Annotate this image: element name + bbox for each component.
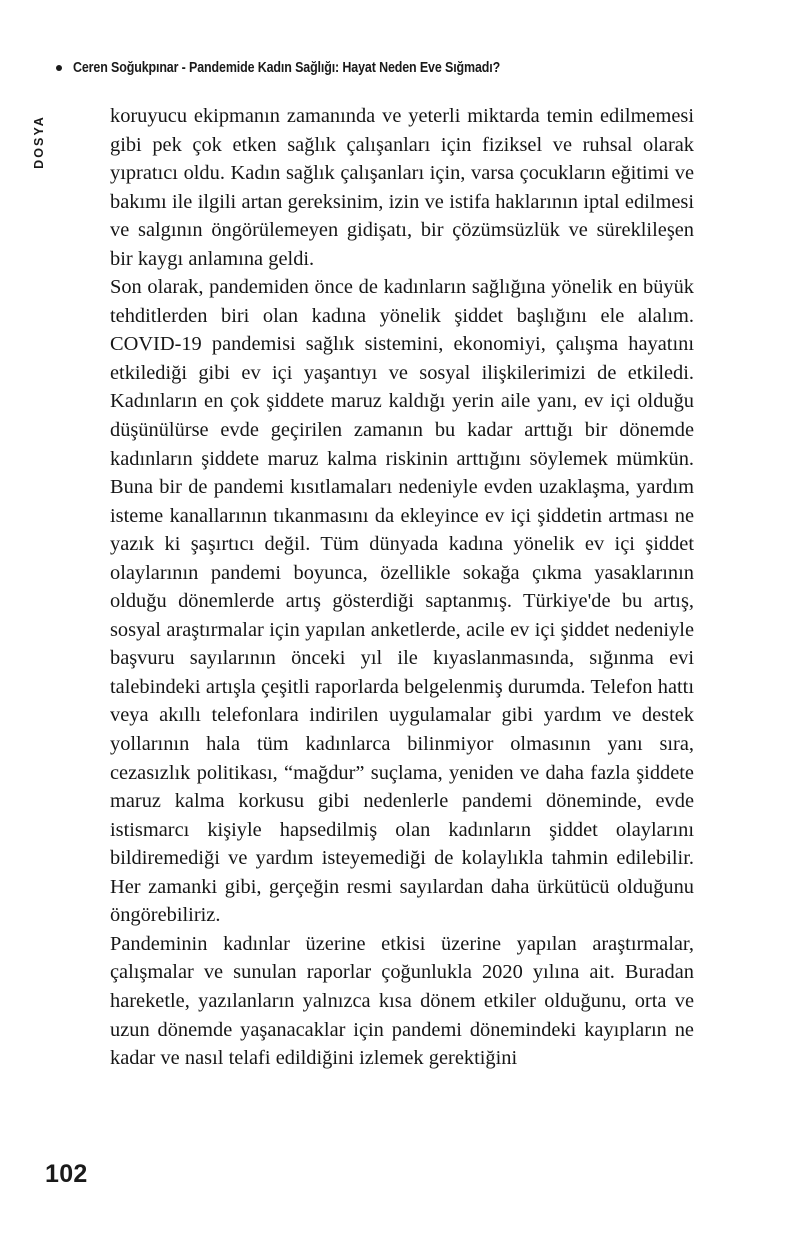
body-paragraph: koruyucu ekipmanın zamanında ve yeterli miktarda temin edilmemesi gibi pek çok etken sağlık çalışanları için fiziksel ve ruhsal olarak yıpratıcı oldu. Kadın sağlık çalışanları için, varsa çocukların eğitimi ve bakımı ile ilgili artan gereksinim, izin ve istifa haklarının iptal edilmesi ve salgının öngörülemeyen gidişatı, bir çözümsüzlük ve süreklileşen bir kaygı anlamına geldi. [110, 105, 694, 270]
section-tab [22, 96, 56, 188]
bullet-dot-icon [56, 65, 62, 71]
body-paragraph: Pandeminin kadınlar üzerine etkisi üzerine yapılan araştırmalar, çalışmalar ve sunulan raporlar çoğunlukla 2020 yılına ait. Buradan hareketle, yazılanların yalnızca kısa dönem etkiler olduğunu, orta ve uzun dönemde yaşanacaklar için pandemi dönemindeki kayıpların ne kadar ve nasıl telafi edildiğini izlemek gerektiğini [110, 932, 694, 1070]
running-header [56, 60, 570, 76]
page-number: 102 [45, 1160, 88, 1188]
running-header-text [73, 60, 500, 76]
header-separator: - [178, 60, 190, 76]
header-article-title: Pandemide Kadın Sağlığı: Hayat Neden Eve Sığmadı? [189, 60, 501, 76]
body-text-column [110, 102, 694, 1073]
header-author: Ceren Soğukpınar [73, 60, 179, 76]
body-paragraph: Son olarak, pandemiden önce de kadınların sağlığına yönelik en büyük tehditlerden biri olan kadına yönelik şiddet başlığını ele alalım. COVID-19 pandemisi sağlık sistemini, ekonomiyi, çalışma hayatını etkilediği gibi ev içi yaşantıyı ve sosyal ilişkilerimizi de etkiledi. Kadınların en çok şiddete maruz kaldığı yerin aile yanı, ev içi olduğu düşünülürse evde geçirilen zamanın bu kadar arttığı bir dönemde kadınların şiddete maruz kalma riskinin arttığını söylemek mümkün. Buna bir de pandemi kısıtlamaları nedeniyle evden uzaklaşma, yardım isteme kanallarının tıkanmasını da ekleyince ev içi şiddetin artması ne yazık ki şaşırtıcı değil. Tüm dünyada kadına yönelik ev içi şiddet olaylarının pandemi boyunca, özellikle sokağa çıkma yasaklarının olduğu dönemlerde artış gösterdiği saptanmış. Türkiye'de bu artış, sosyal araştırmalar için yapılan anketlerde, acile ev içi şiddet nedeniyle başvuru sayılarının önceki yıl ile kıyaslanmasında, sığınma evi talebindeki artışla çeşitli raporlarda belgelenmiş durumda. Telefon hattı veya akıllı telefonlara indirilen uygulamalar gibi yardım ve destek yollarının hala tüm kadınlarca bilinmiyor olmasının yanı sıra, cezasızlık politikası, “mağdur” suçlama, yeniden ve daha fazla şiddete maruz kalma korkusu gibi nedenlerle pandemi döneminde, evde istismarcı kişiyle hapsedilmiş olan kadınların şiddet olaylarını bildiremediği ve yardım isteyemediği de kolaylıkla tahmin edilebilir. Her zamanki gibi, gerçeğin resmi sayılardan daha ürkütücü olduğunu öngörebiliriz. [110, 276, 694, 927]
section-tab-label: DOSYA [32, 115, 46, 169]
